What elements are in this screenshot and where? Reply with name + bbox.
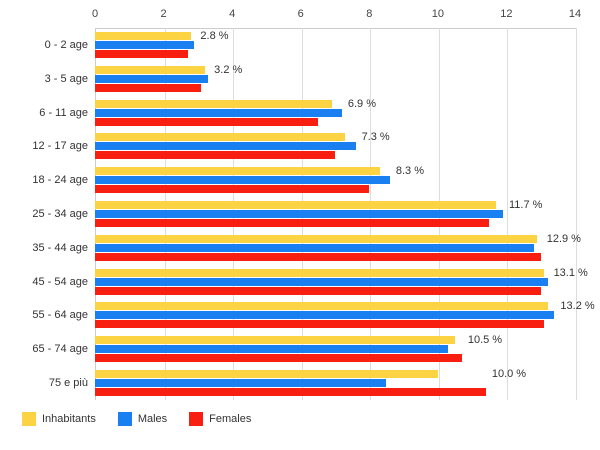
bar-males (95, 176, 390, 184)
bar-males (95, 311, 554, 319)
bar-inhabitants (95, 302, 548, 310)
bar-males (95, 41, 194, 49)
legend-label: Inhabitants (42, 413, 96, 425)
category-label: 18 - 24 age (32, 174, 88, 187)
bar-inhabitants (95, 336, 455, 344)
legend-item[interactable] (118, 412, 167, 426)
data-label: 13.2 % (560, 300, 595, 313)
bar-females (95, 253, 541, 261)
bar-males (95, 345, 448, 353)
category-label: 3 - 5 age (44, 72, 88, 85)
bar-inhabitants (95, 32, 191, 40)
chart-legend (22, 412, 265, 426)
bar-inhabitants (95, 201, 496, 209)
data-label: 2.8 % (200, 29, 229, 42)
bar-males (95, 278, 548, 286)
x-tick-label: 0 (91, 8, 99, 20)
bar-inhabitants (95, 167, 380, 175)
bar-inhabitants (95, 66, 205, 74)
x-tick-label: 6 (297, 8, 304, 20)
y-axis-category-labels (0, 0, 88, 450)
category-label: 0 - 2 age (44, 38, 88, 51)
bar-females (95, 185, 369, 193)
bar-males (95, 75, 208, 83)
legend-swatch-icon (22, 412, 36, 426)
bar-inhabitants (95, 235, 537, 243)
bar-females (95, 50, 188, 58)
data-label: 10.0 % (491, 368, 527, 381)
data-label: 12.9 % (546, 232, 581, 245)
legend-swatch-icon (189, 412, 203, 426)
bar-females (95, 354, 462, 362)
category-label: 12 - 17 age (32, 140, 88, 153)
bar-inhabitants (95, 133, 345, 141)
data-label: 6.9 % (347, 97, 376, 110)
x-tick-label: 12 (500, 8, 513, 20)
bar-inhabitants (95, 370, 438, 378)
legend-swatch-icon (118, 412, 132, 426)
legend-label: Males (137, 413, 168, 425)
bar-females (95, 388, 486, 396)
category-label: 55 - 64 age (32, 309, 88, 322)
bar-females (95, 151, 335, 159)
bar-males (95, 142, 356, 150)
legend-label: Females (209, 413, 252, 425)
category-label: 45 - 54 age (32, 275, 88, 288)
x-tick-label: 2 (160, 8, 167, 20)
category-label: 6 - 11 age (39, 106, 88, 119)
bar-females (95, 118, 318, 126)
data-label: 8.3 % (395, 165, 424, 178)
bar-females (95, 320, 544, 328)
data-label: 10.5 % (467, 334, 503, 347)
data-label: 7.3 % (361, 131, 390, 144)
bar-males (95, 109, 342, 117)
category-label: 25 - 34 age (32, 208, 88, 220)
category-label: 75 e più (48, 377, 88, 390)
gridline (507, 28, 508, 400)
category-label: 35 - 44 age (32, 241, 88, 254)
bar-females (95, 84, 201, 92)
bar-females (95, 219, 489, 227)
bar-inhabitants (95, 100, 332, 108)
legend-item[interactable] (22, 412, 96, 426)
data-label: 11.7 % (509, 199, 543, 211)
x-tick-label: 10 (431, 8, 444, 20)
bar-inhabitants (95, 269, 544, 277)
x-tick-label: 4 (229, 8, 236, 20)
bar-males (95, 244, 534, 252)
data-label: 13.1 % (553, 266, 588, 279)
category-label: 65 - 74 age (32, 343, 88, 356)
bar-males (95, 379, 386, 387)
x-tick-label: 8 (366, 8, 373, 20)
bar-males (95, 210, 503, 218)
x-tick-label: 14 (568, 8, 582, 20)
bar-females (95, 287, 541, 295)
data-label: 3.2 % (214, 63, 243, 76)
legend-item[interactable] (189, 412, 251, 426)
gridline (576, 28, 577, 400)
